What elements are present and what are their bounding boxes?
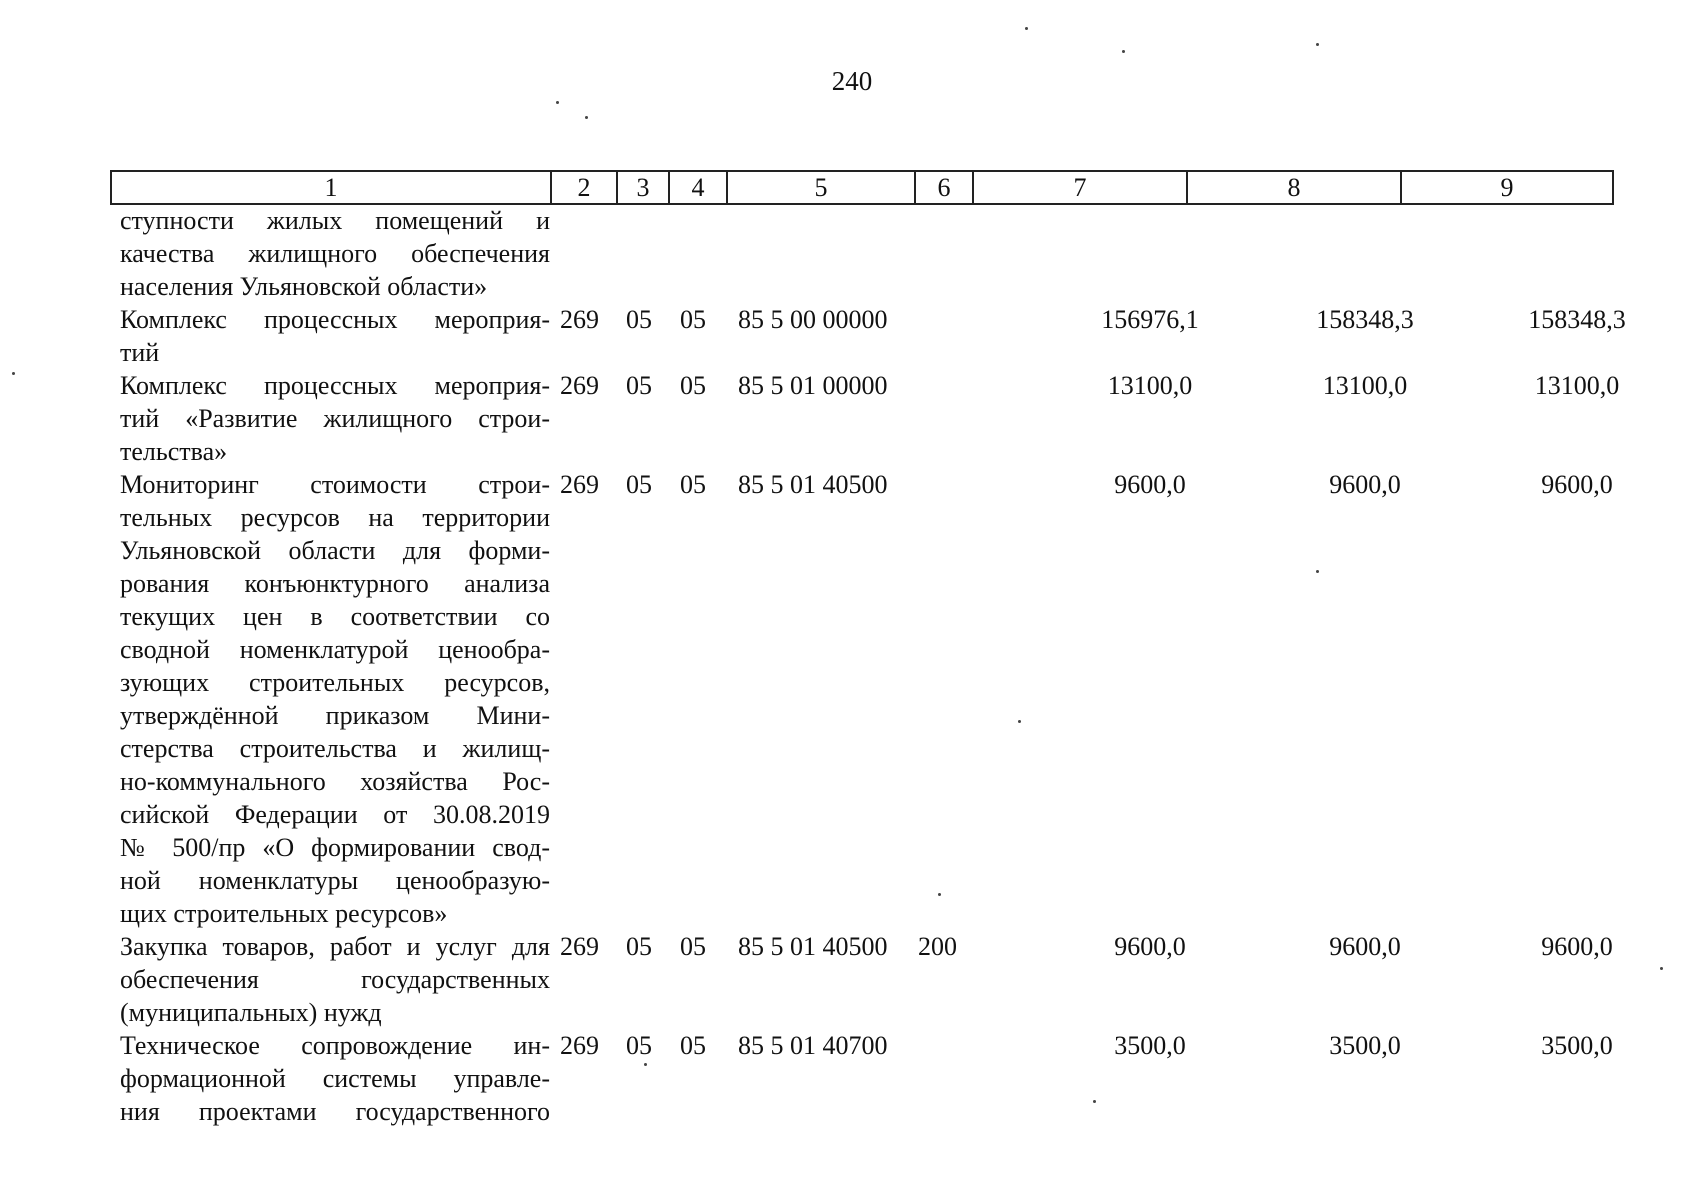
row-name <box>110 303 550 369</box>
row-c9: 9600,0 <box>1541 932 1613 961</box>
header-col-2: 2 <box>551 171 617 204</box>
table-body <box>110 204 1626 1128</box>
column-header-table <box>110 170 1614 205</box>
row-name-line: сводной номенклатурой ценообра- <box>120 635 550 664</box>
scan-speck <box>1316 570 1319 573</box>
row-name-line: обеспечения государственных <box>120 965 550 994</box>
row-c5: 85 5 01 00000 <box>738 371 888 400</box>
scan-speck <box>556 101 559 104</box>
scan-speck <box>1093 1100 1096 1103</box>
header-col-8: 8 <box>1187 171 1401 204</box>
row-name-line: Закупка товаров, работ и услуг для <box>120 932 550 961</box>
row-name-line: ния проектами государственного <box>120 1097 550 1126</box>
row-c4: 05 <box>680 305 706 334</box>
row-c9: 9600,0 <box>1541 470 1613 499</box>
row-c7: 156976,1 <box>1101 305 1199 334</box>
table-row <box>110 369 1620 468</box>
row-name <box>110 369 550 468</box>
scan-speck <box>644 1063 647 1066</box>
row-name <box>110 204 550 303</box>
row-name-line: щих строительных ресурсов» <box>120 899 448 928</box>
scan-speck <box>1122 50 1125 53</box>
row-c2: 269 <box>560 305 599 334</box>
header-col-1: 1 <box>111 171 551 204</box>
scan-speck <box>12 372 15 375</box>
row-name-line: Ульяновской области для форми- <box>120 536 550 565</box>
row-name-line: зующих строительных ресурсов, <box>120 668 550 697</box>
row-c5: 85 5 01 40500 <box>738 470 888 499</box>
page-number: 240 <box>831 66 873 96</box>
row-c2: 269 <box>560 932 599 961</box>
row-name-line: Комплекс процессных мероприя- <box>120 371 550 400</box>
row-c5: 85 5 01 40700 <box>738 1031 888 1060</box>
table-row <box>110 930 1612 1029</box>
row-name-line: стерства строительства и жилищ- <box>120 734 550 763</box>
row-c9: 13100,0 <box>1534 371 1620 400</box>
header-col-5: 5 <box>727 171 915 204</box>
scan-speck <box>585 116 588 119</box>
row-name-line: населения Ульяновской области» <box>120 272 488 301</box>
row-name-line: утверждённой приказом Мини- <box>120 701 550 730</box>
scan-speck <box>938 893 941 896</box>
table-row <box>110 1029 1612 1128</box>
header-row <box>111 171 1613 204</box>
row-name-line: Мониторинг стоимости строи- <box>120 470 550 499</box>
row-name-line: тий «Развитие жилищного строи- <box>120 404 550 433</box>
header-col-7: 7 <box>973 171 1187 204</box>
row-name-line: тельных ресурсов на территории <box>120 503 550 532</box>
row-c9: 3500,0 <box>1541 1031 1613 1060</box>
row-name-line: формационной системы управле- <box>120 1064 550 1093</box>
header-col-3: 3 <box>617 171 669 204</box>
row-c2: 269 <box>560 1031 599 1060</box>
row-name-line: но-коммунального хозяйства Рос- <box>120 767 550 796</box>
scan-speck <box>1660 967 1663 970</box>
row-c8: 9600,0 <box>1329 470 1401 499</box>
row-c2: 269 <box>560 470 599 499</box>
row-c3: 05 <box>626 932 652 961</box>
table-row <box>110 468 1612 930</box>
row-c3: 05 <box>626 1031 652 1060</box>
row-c7: 9600,0 <box>1114 932 1186 961</box>
row-c8: 13100,0 <box>1322 371 1408 400</box>
row-name-line: № 500/пр «О формировании свод- <box>120 833 550 862</box>
row-c2: 269 <box>560 371 599 400</box>
row-name-line: тельства» <box>120 437 228 466</box>
row-c5: 85 5 00 00000 <box>738 305 888 334</box>
table-row <box>110 303 1626 369</box>
row-name <box>110 468 550 930</box>
row-c4: 05 <box>680 371 706 400</box>
row-name-line: (муниципальных) нужд <box>120 998 382 1027</box>
row-name-line: Комплекс процессных мероприя- <box>120 305 550 334</box>
row-c8: 158348,3 <box>1316 305 1414 334</box>
row-c3: 05 <box>626 371 652 400</box>
row-name-line: ступности жилых помещений и <box>120 206 550 235</box>
row-name-line: текущих цен в соответствии со <box>120 602 550 631</box>
row-name <box>110 930 550 1029</box>
row-name-line: качества жилищного обеспечения <box>120 239 550 268</box>
scan-speck <box>1018 720 1021 723</box>
row-name-line: Техническое сопровождение ин- <box>120 1031 550 1060</box>
row-c8: 3500,0 <box>1329 1031 1401 1060</box>
row-c7: 9600,0 <box>1114 470 1186 499</box>
row-c3: 05 <box>626 305 652 334</box>
row-c4: 05 <box>680 1031 706 1060</box>
row-c4: 05 <box>680 470 706 499</box>
row-name-line: ной номенклатуры ценообразую- <box>120 866 550 895</box>
header-col-6: 6 <box>915 171 973 204</box>
row-c9: 158348,3 <box>1528 305 1626 334</box>
row-name <box>110 1029 550 1128</box>
row-c7: 13100,0 <box>1107 371 1193 400</box>
row-c7: 3500,0 <box>1114 1031 1186 1060</box>
row-name-line: тий <box>120 338 160 367</box>
row-c6: 200 <box>918 932 957 961</box>
row-c5: 85 5 01 40500 <box>738 932 888 961</box>
row-name-line: рования конъюнктурного анализа <box>120 569 550 598</box>
scan-speck <box>1025 27 1028 30</box>
row-c4: 05 <box>680 932 706 961</box>
row-name-line: сийской Федерации от 30.08.2019 <box>120 800 550 829</box>
header-col-4: 4 <box>669 171 727 204</box>
row-c8: 9600,0 <box>1329 932 1401 961</box>
scan-speck <box>1316 43 1319 46</box>
row-c3: 05 <box>626 470 652 499</box>
table-row <box>110 204 1612 303</box>
header-col-9: 9 <box>1401 171 1613 204</box>
